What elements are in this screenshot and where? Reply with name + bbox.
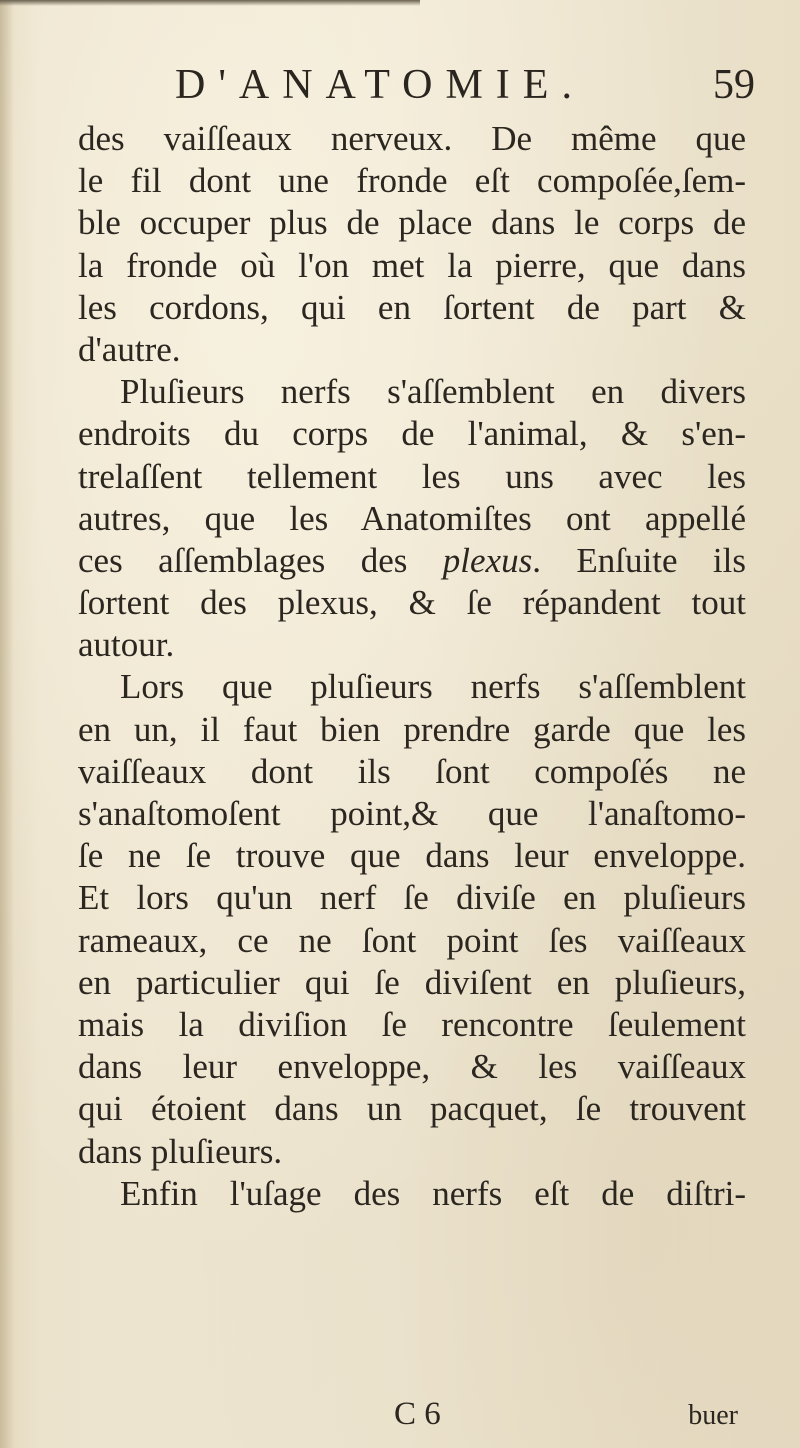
text-line: ble occuper plus de place dans le corps de — [78, 203, 746, 243]
text-line: dans leur enveloppe, & les vaiſſeaux — [78, 1047, 746, 1087]
text-line: qui étoient dans un pacquet, ſe trouvent — [78, 1089, 746, 1129]
text-line: en particulier qui ſe diviſent en pluſieurs, — [78, 962, 746, 1002]
text-line: en un, il faut bien prendre garde que les — [78, 709, 746, 749]
text-line: la fronde où l'on met la pierre, que dans — [78, 245, 746, 285]
text-line: des vaiſſeaux nerveux. De même que — [78, 119, 746, 158]
paragraph-start-line: Enfin l'uſage des nerfs eſt de diſtri- — [120, 1173, 746, 1213]
text-line: le fil dont une fronde eſt compoſée,ſem- — [78, 161, 746, 201]
text-line: ſe ne ſe trouve que dans leur enveloppe. — [78, 836, 746, 876]
text-line: vaiſſeaux dont ils ſont compoſés ne — [78, 751, 746, 791]
catchword: buer — [688, 1400, 738, 1431]
page-number: 59 — [713, 62, 755, 108]
text-line: autres, que les Anatomiſtes ont appellé — [78, 498, 746, 538]
text-line: ſortent des plexus, & ſe répandent tout — [78, 583, 746, 623]
text-line: autour. — [78, 625, 175, 665]
signature-mark: C 6 — [394, 1396, 441, 1432]
text-line: mais la diviſion ſe rencontre ſeulement — [78, 1004, 746, 1044]
running-head — [175, 56, 755, 114]
text-line: ces aſſemblages des plexus. Enſuite ils — [78, 540, 746, 580]
text-line: rameaux, ce ne ſont point ſes vaiſſeaux — [78, 920, 746, 960]
text-line: d'autre. — [78, 329, 181, 369]
body-text — [78, 118, 746, 1215]
text-line: les cordons, qui en ſortent de part & — [78, 287, 746, 327]
page-edge-shadow — [0, 0, 14, 1448]
paragraph-start-line: Lors que pluſieurs nerfs s'aſſemblent — [120, 667, 746, 707]
top-ink-rule — [0, 0, 420, 6]
text-line: Et lors qu'un nerf ſe diviſe en pluſieurs — [78, 878, 746, 918]
text-line: endroits du corps de l'animal, & s'en- — [78, 414, 746, 454]
text-line: trelaſſent tellement les uns avec les — [78, 456, 746, 496]
text-line: dans pluſieurs. — [78, 1131, 283, 1171]
italic-term: plexus — [442, 540, 533, 580]
text-line: s'anaſtomoſent point,& que l'anaſtomo- — [78, 794, 746, 833]
paragraph-start-line: Pluſieurs nerfs s'aſſemblent en divers — [120, 372, 746, 412]
page-footer — [0, 1392, 800, 1436]
running-title: D'ANATOMIE. — [175, 62, 585, 108]
